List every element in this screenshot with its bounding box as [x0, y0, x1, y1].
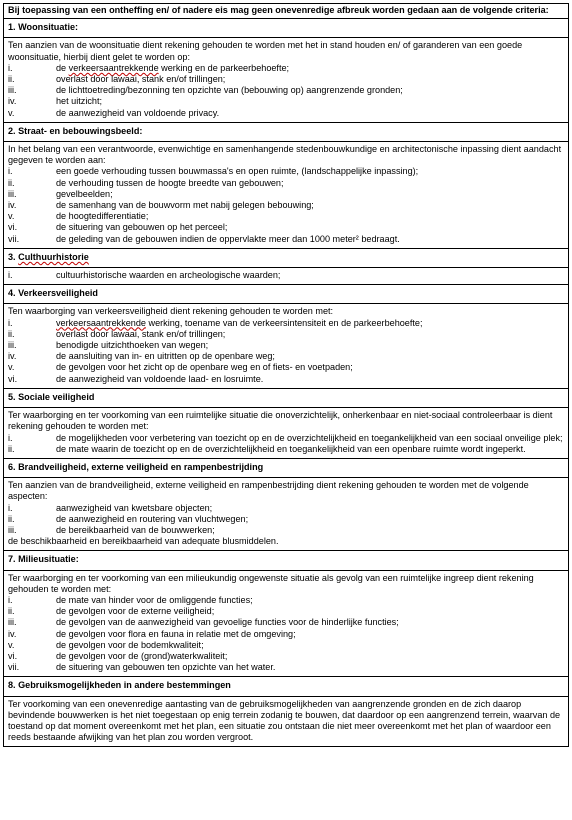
list-item-number: vii. [8, 662, 20, 673]
list-item-text [56, 222, 564, 233]
list-item-text-part: overlast door lawaai, stank en/of trillingen; [56, 74, 226, 85]
list-item-number: i. [8, 432, 13, 443]
list-item-text-part: de samenhang van de bouwvorm met nabij gelegen bebouwing; [56, 200, 314, 211]
section-heading [4, 458, 569, 477]
paragraph: Ten aanzien van de woonsituatie dient rekening gehouden te worden met het in stand houden en/ of garanderen van een goede woonsituatie, hierbij dient gelet te worden op: [8, 40, 523, 62]
section-heading-text: 1. Woonsituatie: [8, 22, 79, 33]
section-heading [4, 248, 569, 267]
list-item [8, 340, 564, 351]
list-item-number: iv. [8, 96, 17, 107]
list-item [8, 651, 564, 662]
list-item-number: ii. [8, 443, 15, 454]
section-body [4, 38, 569, 122]
list-item-text [56, 74, 564, 85]
list-item-text [56, 318, 564, 329]
list-item [8, 108, 564, 119]
section-heading [4, 285, 569, 304]
list-item-number: v. [8, 362, 15, 373]
list-item-text [56, 234, 564, 245]
list-item-text [56, 629, 564, 640]
list-item-text-part: de lichttoetreding/bezonning ten opzichte van (bebouwing op) aangrenzende gronden; [56, 85, 403, 96]
section-body [4, 696, 569, 747]
list-item-text-part: werking, toename van de verkeersintensiteit en de parkeerbehoefte; [145, 317, 423, 328]
list-item [8, 63, 564, 74]
section-body-row [4, 570, 569, 677]
list-item-number: v. [8, 211, 15, 222]
list-item [8, 433, 564, 444]
list-item-number: iii. [8, 85, 17, 96]
list-item-text [56, 270, 564, 281]
list-item [8, 503, 564, 514]
list-item-text [56, 63, 564, 74]
list-item [8, 514, 564, 525]
section-body [4, 268, 569, 285]
list-item-number: vii. [8, 233, 20, 244]
list-item-text-part: de aanwezigheid en routering van vluchtwegen; [56, 513, 249, 524]
list-item [8, 200, 564, 211]
list-item-text [56, 85, 564, 96]
section-body-row [4, 268, 569, 285]
list-item-number: i. [8, 502, 13, 513]
list-item-text [56, 362, 564, 373]
list-item-number: iii. [8, 340, 17, 351]
list-item-number: v. [8, 639, 15, 650]
section-heading-row [4, 285, 569, 304]
section-heading-row [4, 19, 569, 38]
list-item-text-part: de verhouding tussen de hoogte breedte van gebouwen; [56, 177, 284, 188]
list-item-text-part: aanwezigheid van kwetsbare objecten; [56, 502, 213, 513]
list-item [8, 211, 564, 222]
list-item-text [56, 108, 564, 119]
section-heading-row [4, 677, 569, 696]
list-item-text-part: een goede verhouding tussen bouwmassa's en open ruimte, (landschappelijke inpassing); [56, 166, 419, 177]
list-item-text [56, 640, 564, 651]
intro-text: Bij toepassing van een ontheffing en/ of nadere eis mag geen onevenredige afbreuk worden gedaan aan de volgende criteria: [4, 4, 569, 19]
list-item-text-part: de gevolgen voor de (grond)waterkwaliteit; [56, 650, 228, 661]
list-item-number: i. [8, 270, 13, 281]
list-item [8, 222, 564, 233]
list-item-text [56, 662, 564, 673]
list-item-text-part: de geleding van de gebouwen indien de oppervlakte meer dan 1000 meter² bedraagt. [56, 233, 400, 244]
section-body [4, 142, 569, 249]
list-item-number: i. [8, 166, 13, 177]
list-item-text-part: overlast door lawaai, stank en/of trillingen; [56, 328, 226, 339]
list-item-number: i. [8, 317, 13, 328]
paragraph: de beschikbaarheid en bereikbaarheid van adequate blusmiddelen. [8, 536, 279, 547]
list-item-text-part: de [56, 62, 69, 73]
list-item-text [56, 200, 564, 211]
section-heading-misspelled-word: Culthuurhistorie [18, 251, 89, 262]
list-item [8, 617, 564, 628]
list-item-number: iv. [8, 351, 17, 362]
list-item-text [56, 340, 564, 351]
section-body [4, 478, 569, 551]
list-item-number: iv. [8, 200, 17, 211]
list-item [8, 640, 564, 651]
list-item-text [56, 503, 564, 514]
section-body-row [4, 696, 569, 747]
list-item-text [56, 166, 564, 177]
list-item-text [56, 374, 564, 385]
list-item-text-part: cultuurhistorische waarden en archeologische waarden; [56, 270, 281, 281]
list-item-text [56, 96, 564, 107]
criteria-table [3, 3, 569, 747]
list-item [8, 662, 564, 673]
paragraph: Ter waarborging en ter voorkoming van een ruimtelijke situatie die onoverzichtelijk, onherkenbaar en niet-sociaal controleerbaar is dient rekening gehouden te worden met: [8, 410, 553, 432]
list-item-text-part: de hoogtedifferentiatie; [56, 211, 149, 222]
section-heading-text: 4. Verkeersveiligheid [8, 288, 98, 299]
section-heading-text: 8. Gebruiksmogelijkheden in andere bestemmingen [8, 680, 231, 691]
list-item-number: vi. [8, 650, 18, 661]
section-heading-row [4, 388, 569, 407]
list-item-text-part: de aanwezigheid van voldoende laad- en losruimte. [56, 373, 264, 384]
list-item-number: v. [8, 107, 15, 118]
section-body-row [4, 142, 569, 249]
list-item-text-part: werking en de parkeerbehoefte; [158, 62, 290, 73]
list-item-text [56, 178, 564, 189]
list-item-number: i. [8, 62, 13, 73]
section-heading-text: 5. Sociale veiligheid [8, 391, 95, 402]
section-body [4, 304, 569, 388]
list-item-text [56, 595, 564, 606]
section-heading-row [4, 248, 569, 267]
list-item-text-part: de bereikbaarheid van de bouwwerken; [56, 524, 215, 535]
list-item-text-part: de aanwezigheid van voldoende privacy. [56, 107, 220, 118]
paragraph: In het belang van een verantwoorde, evenwichtige en samenhangende stedenbouwkundige en architectonische inpassing dient aandacht gegeven te worden aan: [8, 144, 562, 166]
list-item [8, 525, 564, 536]
section-heading-text: 3. [8, 251, 19, 262]
list-item-text [56, 606, 564, 617]
list-item [8, 96, 564, 107]
misspelled-word: verkeersaantrekkende [68, 62, 159, 73]
list-item [8, 351, 564, 362]
list-item-text-part: de gevolgen voor de externe veiligheid; [56, 606, 215, 617]
section-heading-row [4, 122, 569, 141]
list-item-text [56, 651, 564, 662]
section-body [4, 408, 569, 459]
section-heading-text: 2. Straat- en bebouwingsbeeld: [8, 125, 143, 136]
list-item [8, 362, 564, 373]
list-item [8, 318, 564, 329]
list-item-text-part: benodigde uitzichthoeken van wegen; [56, 340, 209, 351]
list-item-text-part: de situering van gebouwen ten opzichte van het water. [56, 662, 276, 673]
list-item-text [56, 617, 564, 628]
list-item-text [56, 525, 564, 536]
list-item-number: iii. [8, 188, 17, 199]
list-item-text-part: het uitzicht; [56, 96, 102, 107]
list-item-number: vi. [8, 373, 18, 384]
list-item-text-part: de mate waarin de toezicht op en de overzichtelijkheid en toegankelijkheid van een openbare ruimte wordt ingeperkt. [56, 443, 526, 454]
section-heading-row [4, 458, 569, 477]
list-item [8, 444, 564, 455]
list-item-text [56, 351, 564, 362]
intro-row [4, 4, 569, 19]
list-item-text [56, 189, 564, 200]
list-item-number: ii. [8, 328, 15, 339]
paragraph: Ten aanzien van de brandveiligheid, externe veiligheid en rampenbestrijding dient rekening gehouden te worden met de volgende aspecten: [8, 480, 529, 502]
list-item [8, 85, 564, 96]
list-item [8, 606, 564, 617]
section-heading-text: 7. Milieusituatie: [8, 554, 79, 565]
list-item-number: vi. [8, 222, 18, 233]
list-item-text [56, 514, 564, 525]
list-item-number: ii. [8, 513, 15, 524]
list-item [8, 270, 564, 281]
list-item [8, 166, 564, 177]
section-heading-row [4, 551, 569, 570]
list-item-text-part: de aansluiting van in- en uitritten op de openbare weg; [56, 351, 275, 362]
list-item [8, 329, 564, 340]
list-item-number: ii. [8, 177, 15, 188]
list-item-text-part: gevelbeelden; [56, 188, 113, 199]
section-body-row [4, 38, 569, 122]
list-item [8, 178, 564, 189]
list-item [8, 74, 564, 85]
list-item-text [56, 329, 564, 340]
list-item-text-part: de mogelijkheden voor verbetering van toezicht op en de overzichtelijkheid en toegankelijkheid van een sociaal onveilige plek; [56, 432, 563, 443]
list-item [8, 595, 564, 606]
section-heading [4, 551, 569, 570]
list-item-text-part: de gevolgen voor de bodemkwaliteit; [56, 639, 204, 650]
section-body [4, 570, 569, 677]
list-item [8, 234, 564, 245]
section-heading [4, 388, 569, 407]
list-item-text [56, 444, 564, 455]
section-body-row [4, 408, 569, 459]
section-body-row [4, 304, 569, 388]
list-item-text-part: de gevolgen voor flora en fauna in relatie met de omgeving; [56, 628, 296, 639]
misspelled-word: verkeersaantrekkende [56, 317, 146, 328]
list-item-number: iii. [8, 617, 17, 628]
list-item-number: iv. [8, 628, 17, 639]
list-item-number: ii. [8, 606, 15, 617]
list-item-text-part: de gevolgen voor het zicht op de openbare weg en of fiets- en voetpaden; [56, 362, 353, 373]
list-item [8, 629, 564, 640]
paragraph: Ter waarborging en ter voorkoming van een milieukundig ongewenste situatie als gevolg van een ruimtelijke ingreep dient rekening gehouden te worden met: [8, 572, 534, 594]
section-heading-text: 6. Brandveiligheid, externe veiligheid en rampenbestrijding [8, 461, 264, 472]
list-item-text-part: de gevolgen van de aanwezigheid van gevoelige functies voor de hinderlijke functies; [56, 617, 399, 628]
list-item-number: iii. [8, 524, 17, 535]
list-item-text [56, 211, 564, 222]
list-item-number: ii. [8, 74, 15, 85]
list-item-text-part: de situering van gebouwen op het perceel; [56, 222, 228, 233]
list-item [8, 189, 564, 200]
section-heading [4, 677, 569, 696]
paragraph: Ter voorkoming van een onevenredige aantasting van de gebruiksmogelijkheden van aangrenzende gronden en de zich daarop bevindende bouwwerken is het niet toegestaan op enig terrein zodanig te bouwen, dat daardoor op een aangrenzend terrein, waarvan de toestand op dat moment overeenkomt met het plan, een situatie zou ontstaan die niet meer overeenkomt met het plan of waardoor een reeds bestaande afwijking van het plan zou worden vergroot. [8, 698, 561, 743]
section-heading [4, 19, 569, 38]
list-item-text-part: de mate van hinder voor de omliggende functies; [56, 594, 253, 605]
list-item-number: i. [8, 594, 13, 605]
paragraph: Ten waarborging van verkeersveiligheid dient rekening gehouden te worden met: [8, 306, 334, 317]
list-item-text [56, 433, 564, 444]
section-body-row [4, 478, 569, 551]
section-heading [4, 122, 569, 141]
list-item [8, 374, 564, 385]
